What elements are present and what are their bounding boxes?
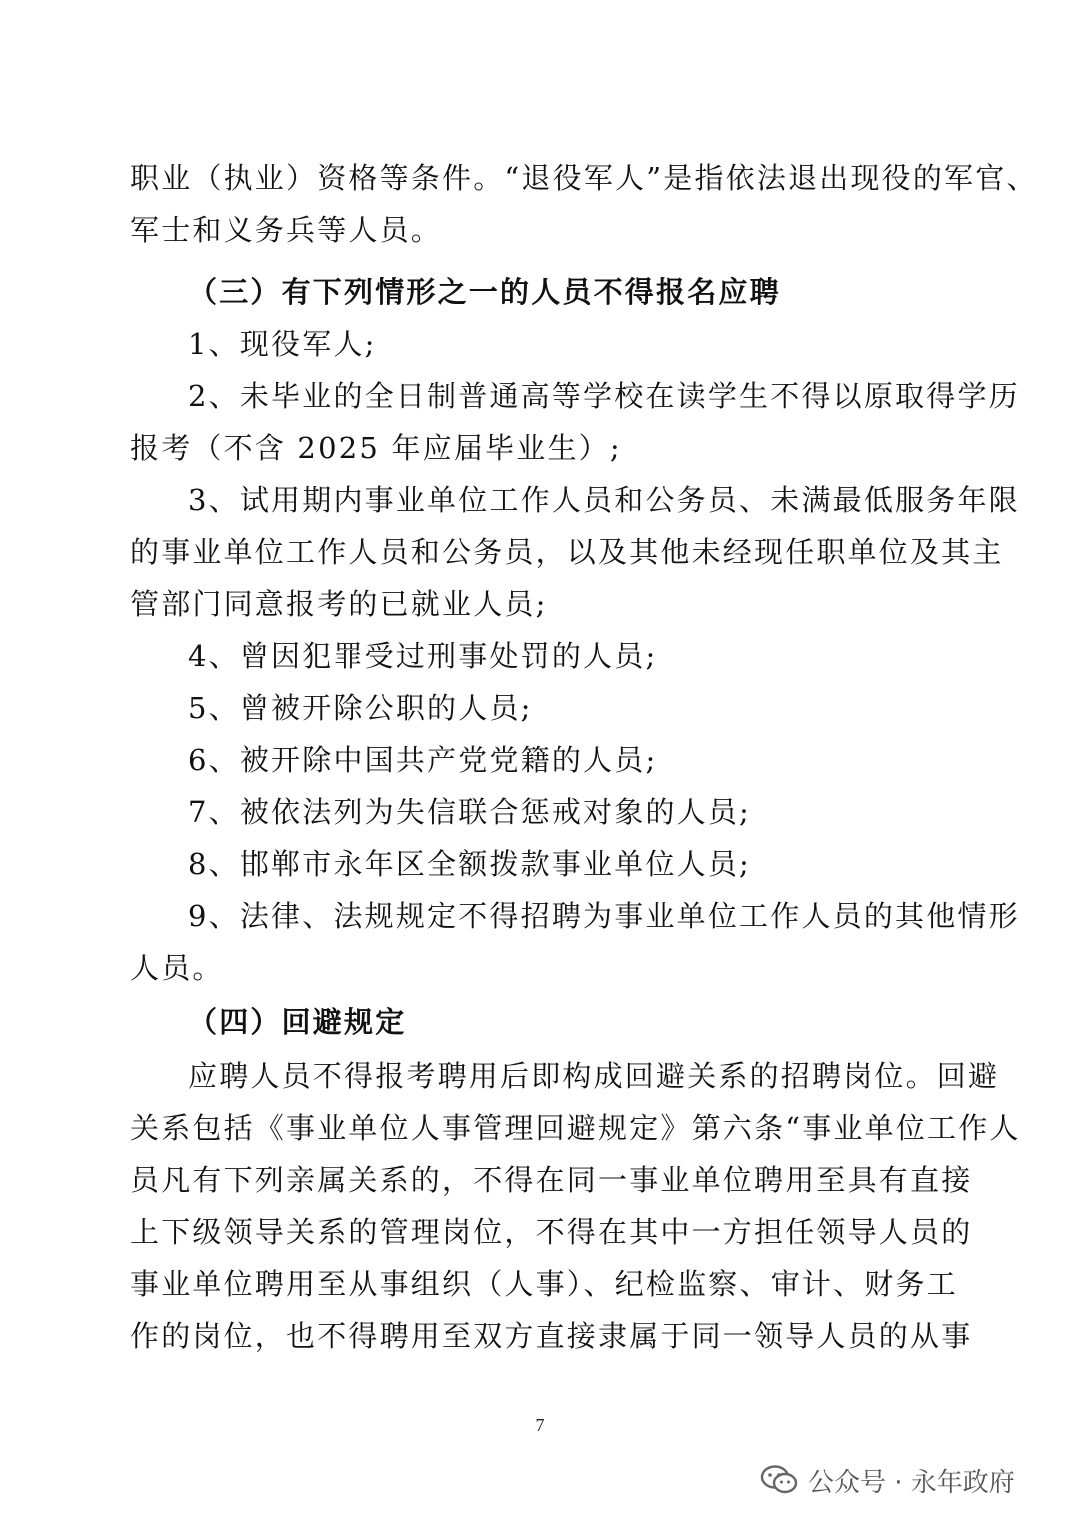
paragraph-line: 作的岗位，也不得聘用至双方直接隶属于同一领导人员的从事 (130, 1319, 973, 1353)
list-item-6: 6、被开除中国共产党党籍的人员; (188, 743, 658, 777)
list-item-9: 9、法律、法规规定不得招聘为事业单位工作人员的其他情形 (188, 899, 1020, 933)
list-item-4: 4、曾因犯罪受过刑事处罚的人员; (188, 639, 658, 673)
section-heading-3: （三）有下列情形之一的人员不得报名应聘 (188, 275, 781, 309)
list-item-1: 1、现役军人; (188, 327, 377, 361)
watermark-text: 公众号 · 永年政府 (808, 1467, 1015, 1498)
list-item-3: 3、试用期内事业单位工作人员和公务员、未满最低服务年限 (188, 483, 1020, 517)
paragraph-line: 事业单位聘用至从事组织（人事）、纪检监察、审计、财务工 (130, 1267, 958, 1301)
wechat-icon (760, 1464, 800, 1496)
text-line: 管部门同意报考的已就业人员; (130, 587, 548, 621)
text-line: 报考（不含 2025 年应届毕业生）; (130, 431, 622, 465)
list-item-5: 5、曾被开除公职的人员; (188, 691, 533, 725)
watermark (760, 1460, 1015, 1500)
list-item-7: 7、被依法列为失信联合惩戒对象的人员; (188, 795, 752, 829)
text-line: 军士和义务兵等人员。 (130, 213, 443, 247)
section-heading-4: （四）回避规定 (188, 1005, 407, 1039)
list-item-2: 2、未毕业的全日制普通高等学校在读学生不得以原取得学历 (188, 379, 1020, 413)
paragraph-line: 员凡有下列亲属关系的，不得在同一事业单位聘用至具有直接 (130, 1163, 973, 1197)
text-line: 的事业单位工作人员和公务员，以及其他未经现任职单位及其主 (130, 535, 1004, 569)
paragraph-line: 应聘人员不得报考聘用后即构成回避关系的招聘岗位。回避 (188, 1059, 1000, 1093)
text-line: 职业（执业）资格等条件。“退役军人”是指依法退出现役的军官、 (130, 161, 1038, 195)
paragraph-line: 关系包括《事业单位人事管理回避规定》第六条“事业单位工作人 (130, 1111, 1021, 1145)
page-number: 7 (535, 1415, 545, 1435)
paragraph-line: 上下级领导关系的管理岗位，不得在其中一方担任领导人员的 (130, 1215, 973, 1249)
list-item-8: 8、邯郸市永年区全额拨款事业单位人员; (188, 847, 752, 881)
text-line: 人员。 (130, 951, 224, 985)
